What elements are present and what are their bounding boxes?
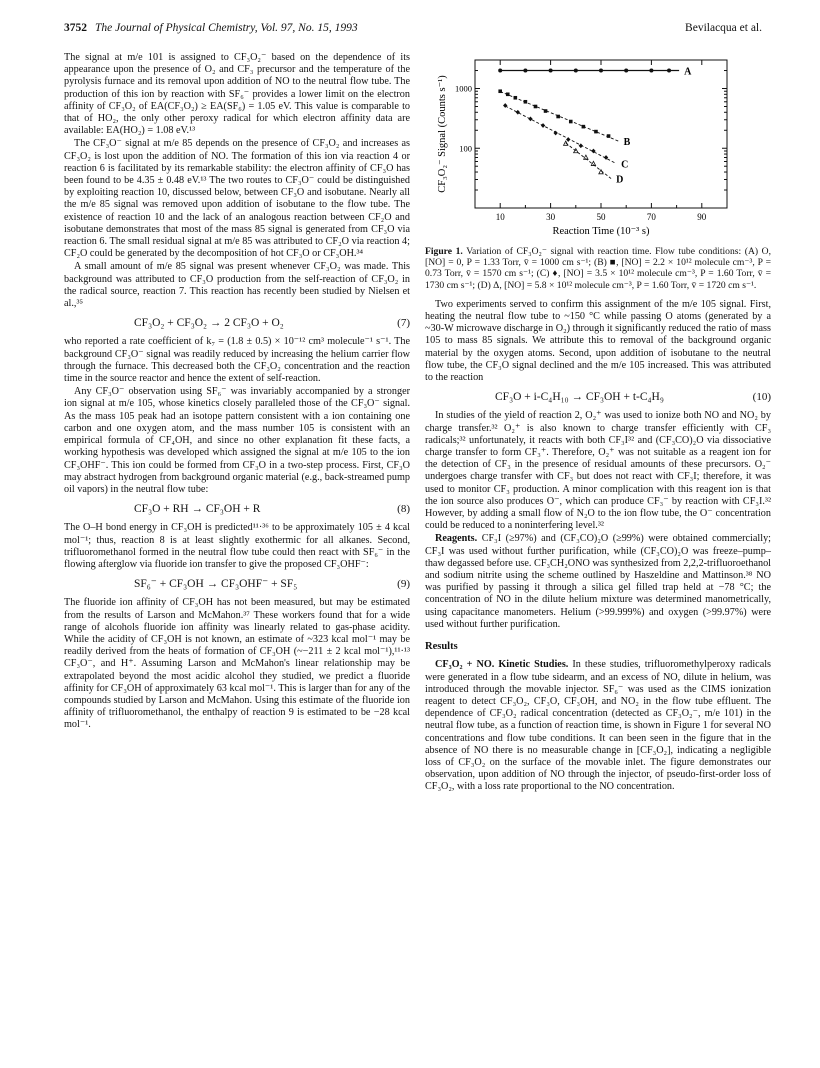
data-point-A: [574, 69, 578, 73]
equation-7: [64, 317, 410, 329]
equation-number: (8): [397, 503, 410, 516]
figure-caption: [425, 246, 771, 291]
equation-text: CF₃O + i-C₄H₁₀ → CF₃OH + t-C₄H₉: [495, 391, 664, 404]
data-point-C: [579, 143, 583, 148]
left-column: [64, 52, 410, 733]
data-point-A: [498, 69, 502, 73]
equation-10: [425, 391, 771, 403]
equation-number: (10): [752, 391, 771, 404]
right-column: [425, 52, 771, 795]
data-point-B: [556, 115, 560, 119]
data-point-A: [649, 69, 653, 73]
results-runin: CF₃O₂ + NO. Kinetic Studies.: [435, 659, 569, 671]
data-point-C: [528, 116, 532, 121]
paragraph: Any CF₃O⁻ observation using SF₆⁻ was invariably accompanied by a stronger ion signal at m/e 105, whose kinetics closely paralleled those of the CF₃O⁻ signal. As the mass 105 peak had an isotope pattern consistent with a ion containing one carbon and one oxygen atom, and the mass number 105 is consistent with an empirical formula of CF₄OH, and since no other explanation fit these facts, a working hypothesis was developed which assigned the signal at m/e 105 to the ion CF₃OHF⁻. This ion could be formed from CF₃O in a two-step process. First, CF₃O may abstract hydrogen from background organic material (e.g., back-streamed pump oil vapors) in the neutral flow tube:: [64, 386, 410, 495]
data-point-B: [534, 105, 538, 109]
paragraph: The CF₃O⁻ signal at m/e 85 depends on the presence of CF₃O₂ and increases as CF₃O₂ is lost upon the addition of NO. The formation of this ion via reaction 4 or reaction 6 is facilitated by its remarkable stability: the electron affinity of CF₃O has been found to be 4.35 ± 0.48 eV.¹³ The two routes to CF₃O⁻ could be distinguished by exploiting reaction 10, discussed below, between CF₃O and isobutane. Nearly all the m/e 85 signal was removed upon addition of isobutane to the flow tube. The existence of reaction 10 and the lack of an analogous reaction between CF₂O and isobutane demonstrates that most of the mass 85 signal is generated from CF₃O via reaction 6. The small residual signal at m/e 85 was attributed to CF₂O via reaction 4; CF₂O could be generated by the decomposition of hot CF₃O or CF₃OH.³⁴: [64, 138, 410, 260]
plot-frame: [475, 60, 727, 208]
x-axis-label: Reaction Time (10⁻³ s): [552, 226, 650, 237]
data-point-D: [599, 170, 603, 174]
journal-title: The Journal of Physical Chemistry, Vol. 97, No. 15, 1993: [95, 22, 358, 34]
paragraph: The O–H bond energy in CF₃OH is predicted¹¹·³⁶ to be approximately 105 ± 4 kcal mol⁻¹; thus, reaction 8 is at least slightly exothermic for all alkanes. Second, trifluoromethanol formed in the neutral flow tube could then react with SF₆⁻ in the flowing afterglow via fluoride ion transfer to give the proposed CF₃OHF⁻:: [64, 522, 410, 570]
x-tick-label: 90: [697, 212, 707, 222]
x-tick-label: 70: [646, 212, 656, 222]
page-number: 3752: [64, 22, 87, 34]
series-label-B: B: [623, 137, 631, 149]
series-label-D: D: [616, 174, 624, 186]
x-tick-label: 30: [546, 212, 556, 222]
data-point-C: [516, 110, 520, 115]
reagents-label: Reagents.: [435, 533, 478, 545]
paragraph: A small amount of m/e 85 signal was present whenever CF₃O₂ was made. This background was attributed to CF₃O production from the self-reaction of CF₃O₂ in the radical source, reaction 7. This reaction has recently been studied by Nielsen et al.,³⁵: [64, 261, 410, 310]
equation-number: (7): [397, 317, 410, 330]
series-label-C: C: [621, 159, 629, 171]
y-tick-label: 1000: [455, 83, 472, 94]
figure-1: [425, 52, 771, 240]
data-point-B: [506, 92, 510, 96]
paragraph: who reported a rate coefficient of k₇ = (1.8 ± 0.5) × 10⁻¹² cm³ molecule⁻¹ s⁻¹. The background CF₃O⁻ signal was readily reduced by increasing the helium carrier flow through the furnace. This decreased both the CF₃O₂ concentration and the reaction time in the source reactor and hence the extent of self-reaction.: [64, 336, 410, 385]
paragraph: [425, 533, 771, 631]
results-text: In these studies, trifluoromethylperoxy radicals were generated in a flow tube sidearm, and an excess of NO, dilute in helium, was introduced through the movable injector. SF₆⁻ was used as the CIMS ionization reagent to detect CF₃O₂, CF₃O, CF₃OH, and NO₂ in the flow tube effluent. The dependence of CF₃O₂ radical concentration (detected as CF₃O₂⁻, m/e 101) in the neutral flow tube, as a function of reaction time, is shown in Figure 1 for several NO concentrations and flow tube conditions. It can been seen in the figure that in the absence of NO there is no measurable change in [CF₃O₂], indicating a negligible loss of CF₃O₂ on the surface of the movable inlet. The figure demonstrates our observation, upon addition of NO through the injector, of pseudo-first-order loss of CF₃O₂, with a loss rate proportional to the NO concentration.: [425, 659, 772, 793]
data-point-C: [541, 123, 545, 128]
y-tick-label: 100: [459, 143, 472, 154]
series-C-fit-line: [505, 106, 616, 163]
data-point-B: [498, 89, 502, 93]
paragraph: Two experiments served to confirm this assignment of the m/e 105 signal. First, heating the neutral flow tube to ~150 °C while passing O atoms (generated by a ~30-W microwave discharge in O₂) through it significantly reduced the ratio of mass 105 to mass 85 signals. We attribute this to removal of the background organic material by the oxygen atoms. Second, upon addition of isobutane to the neutral flow tube, the CF₃O signal declined and the m/e 105 increased. This was attributed to the reaction: [425, 298, 771, 384]
running-author: Bevilacqua et al.: [685, 22, 762, 34]
x-tick-label: 50: [596, 212, 606, 222]
section-heading: Results: [425, 641, 458, 653]
data-point-B: [607, 134, 611, 138]
paragraph: The fluoride ion affinity of CF₃OH has not been measured, but may be estimated from the results of Larson and McMahon.³⁷ These workers found that for a wide range of alcohols fluoride ion affinity was linearly related to gas-phase acidity. While the acidity of CF₃OH is not known, an estimate of ~323 kcal mol⁻¹ may be readily derived from the heats of formation of CF₃OH (~−211 ± 2 kcal mol⁻¹),¹¹·¹³ CF₃O⁻, and H⁺. Assuming Larson and McMahon's linear relationship may be extrapolated beyond the most acidic alcohol they studied, we predict a fluoride affinity for CF₃OH of approximately 63 kcal mol⁻¹. This is larger than for any of the compounds studied by Larson and McMahon. Using this estimate of the fluoride ion affinity of trifluoromethanol, the enthalpy of reaction 9 is estimated to be −28 kcal mol⁻¹.: [64, 597, 410, 731]
data-point-B: [594, 130, 598, 134]
paragraph: [425, 659, 771, 793]
figure-1-chart: [425, 52, 771, 240]
data-point-B: [582, 125, 586, 129]
data-point-B: [514, 96, 518, 100]
series-label-A: A: [684, 66, 692, 78]
running-head: [64, 22, 358, 34]
page-header: [64, 22, 762, 38]
equation-text: CF₃O + RH → CF₃OH + R: [134, 503, 261, 516]
data-point-B: [569, 120, 573, 124]
data-point-C: [566, 137, 570, 142]
reagents-text: CF₃I (≥97%) and (CF₃CO)₂O (≥99%) were obtained commercially; CF₃I was used without further purification, while (CF₃CO)₂O was freeze–pump–thaw degassed before use. CF₃CH₂ONO was synthesized from 2,2,2-trifluoroethanol and sodium nitrite using the scheme outlined by Haszeldine and Mattinson.³⁸ NO was purified by passing it through a silica gel filled trap held at −78 °C; the concentration of NO in the dilute helium mixture was determined manometrically, using capacitance manometers. Helium (>99.999%) and oxygen (>99.97%) were used without further purification.: [425, 533, 771, 630]
data-point-A: [523, 69, 527, 73]
equation-8: [64, 503, 410, 515]
equation-9: [64, 578, 410, 590]
y-axis-label: CF₃O₂⁻ Signal (Counts s⁻¹): [437, 75, 448, 193]
equation-text: CF₃O₂ + CF₃O₂ → 2 CF₃O + O₂: [134, 317, 284, 330]
series-D-fit-line: [566, 143, 611, 179]
x-tick-label: 10: [495, 212, 505, 222]
paragraph: In studies of the yield of reaction 2, O₂⁺ was used to ionize both NO and NO₂ by charge transfer.³² O₂⁺ is also known to charge transfer efficiently with CF₃ radicals;³² unfortunately, it reacts with both CF₃I³² and (CF₃CO)₂O via dissociative charge transfer to form CF₃⁺. Therefore, O₂⁺ was not suitable as a reagent ion for the detection of CF₃ in the presence of residual amounts of these precursors. O₂⁻ undergoes charge transfer with CF₃ but does not react with CF₃I; therefore, it was used to monitor CF₃ production. A minor complication with this reagent ion is that the ion source also produces O⁻, which can produce CF₃⁻ by reaction with CF₃I.³² However, by adding a small flow of N₂O to the ion flow tube, the O⁻ concentration could be reduced to a noninterfering level.³²: [425, 410, 771, 532]
data-point-B: [544, 109, 548, 113]
data-point-A: [667, 69, 671, 73]
caption-text: Variation of CF₃O₂⁻ signal with reaction time. Flow tube conditions: (A) O, [NO] = 0, P = 1.33 Torr, v̄ = 1000 cm s⁻¹; (B) ■, [NO] = 2.2 × 10¹² molecule cm⁻³, P = 0.73 Torr, v̄ = 1570 cm s⁻¹; (C) ♦, [NO] = 3.5 × 10¹² molecule cm⁻³, P = 1.60 Torr, v̄ = 1730 cm s⁻¹; (D) Δ, [NO] = 5.8 × 10¹² molecule cm⁻³, P = 1.60 Torr, v̄ = 1720 cm s⁻¹.: [425, 246, 771, 291]
caption-label: Figure 1.: [425, 246, 463, 257]
data-point-A: [624, 69, 628, 73]
equation-number: (9): [397, 578, 410, 591]
data-point-A: [549, 69, 553, 73]
data-point-B: [524, 100, 528, 104]
equation-text: SF₆⁻ + CF₃OH → CF₃OHF⁻ + SF₅: [134, 578, 298, 591]
data-point-A: [599, 69, 603, 73]
paragraph: The signal at m/e 101 is assigned to CF₃O₂⁻ based on the dependence of its appearance upon the presence of O₂ and CF₃ precursor and the temperature of the pyrolysis furnace and its removal upon addition of NO to the neutral flow tube. The production of this ion by reaction with SF₆⁻ provides a lower limit on the electron affinity of CF₃O₂ of EA(CF₃O₂) ≥ EA(SF₆) = 1.05 eV. This value is comparable to that of HO₂, the only other peroxy radical for which electron affinity data are available: EA(HO₂) = 1.08 eV.¹³: [64, 52, 410, 137]
